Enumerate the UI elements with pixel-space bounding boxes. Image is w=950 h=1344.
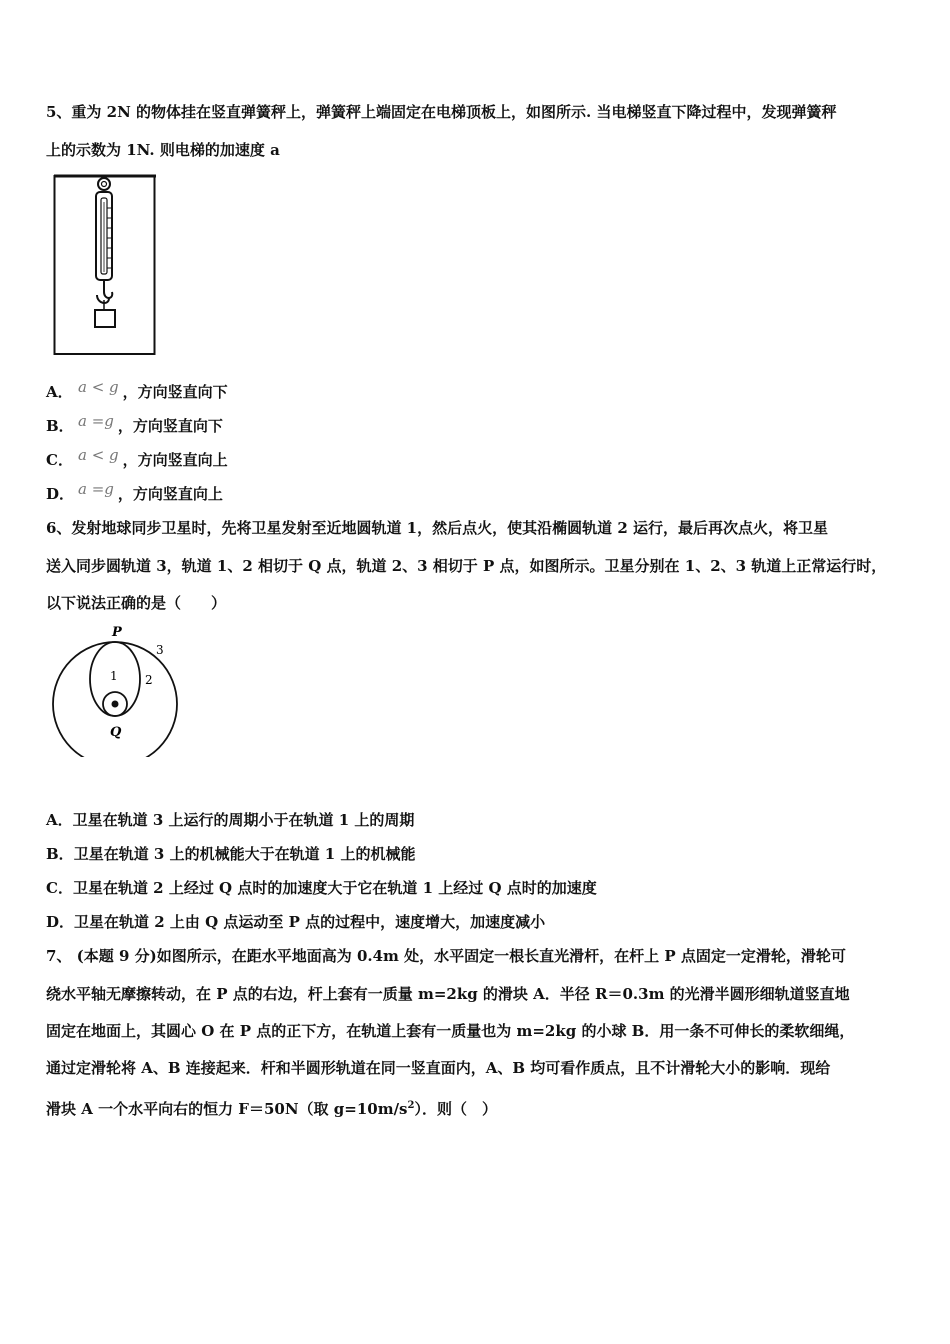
earth-dot — [112, 701, 119, 708]
option-text: ，方向竖直向上 — [122, 451, 228, 469]
q5-option-d[interactable] — [46, 480, 223, 504]
option-letter: B． — [46, 845, 74, 863]
label-q: Q — [110, 725, 122, 740]
option-letter: C． — [46, 451, 73, 469]
q7-text-line-5-main: 滑块 A 一个水平向右的恒力 F＝50N（取 g=10m/s — [46, 1100, 408, 1118]
q7-text-line-5-tail: ）．则（ ） — [414, 1100, 497, 1118]
q7-text-line-4: 通过定滑轮将 A、B 连接起来．杆和半圆形轨道在同一竖直面内，A、B 均可看作质点，且不计滑轮大小的影响．现给 — [46, 1059, 831, 1077]
option-letter: B． — [46, 417, 74, 435]
option-formula: a =g — [78, 412, 114, 430]
q5-option-b[interactable] — [46, 412, 223, 436]
option-formula: a < g — [78, 446, 119, 464]
option-text: ，方向竖直向下 — [122, 383, 228, 401]
q7-text-line-3: 固定在地面上，其圆心 O 在 P 点的正下方，在轨道上套有一质量也为 m=2kg 的小球 B．用一条不可伸长的柔软细绳， — [46, 1022, 855, 1040]
option-text: ，方向竖直向上 — [117, 485, 223, 503]
q5-text-line-1: 5、重为 2N 的物体挂在竖直弹簧秤上，弹簧秤上端固定在电梯顶板上，如图所示. 当电梯竖直下降过程中，发现弹簧秤 — [46, 103, 837, 121]
label-orbit-3: 3 — [156, 643, 164, 657]
option-text: 卫星在轨道 2 上由 Q 点运动至 P 点的过程中，速度增大，加速度减小 — [74, 913, 546, 931]
label-orbit-2: 2 — [145, 673, 153, 687]
q7-superscript: 2 — [407, 1100, 415, 1111]
option-letter: D． — [46, 485, 75, 503]
q6-option-d[interactable] — [46, 912, 545, 932]
q6-text-line-2: 送入同步圆轨道 3，轨道 1、2 相切于 Q 点，轨道 2、3 相切于 P 点，如图所示。卫星分别在 1、2、3 轨道上正常运行时， — [46, 557, 887, 575]
option-letter: D． — [46, 913, 75, 931]
option-formula: a =g — [78, 480, 114, 498]
q6-text-line-1: 6、发射地球同步卫星时，先将卫星发射至近地圆轨道 1，然后点火，使其沿椭圆轨道 2 运行，最后再次点火，将卫星 — [46, 519, 828, 537]
option-text: 卫星在轨道 2 上经过 Q 点时的加速度大于它在轨道 1 上经过 Q 点时的加速度 — [72, 879, 597, 897]
q7-text-line-5 — [46, 1096, 497, 1119]
q6-option-b[interactable] — [46, 844, 415, 864]
option-text: ，方向竖直向下 — [117, 417, 223, 435]
spring-scale-figure — [53, 174, 157, 358]
q5-option-a[interactable] — [46, 378, 228, 402]
option-letter: A． — [46, 811, 73, 829]
q5-text-line-2: 上的示数为 1N. 则电梯的加速度 a — [46, 141, 280, 159]
q5-option-c[interactable] — [46, 446, 228, 470]
q7-text-line-1: 7、 (本题 9 分)如图所示，在距水平地面高为 0.4m 处，水平固定一根长直光滑杆，在杆上 P 点固定一定滑轮，滑轮可 — [46, 947, 846, 965]
q6-option-c[interactable] — [46, 878, 597, 898]
option-formula: a < g — [78, 378, 119, 396]
orbit-figure — [46, 622, 186, 757]
hanging-weight — [95, 310, 115, 327]
label-orbit-1: 1 — [110, 669, 118, 683]
q6-option-a[interactable] — [46, 810, 414, 830]
q6-text-line-3: 以下说法正确的是（ ） — [46, 594, 227, 612]
spring-scale — [96, 178, 112, 310]
option-letter: C． — [46, 879, 73, 897]
option-text: 卫星在轨道 3 上运行的周期小于在轨道 1 上的周期 — [72, 811, 415, 829]
label-p: P — [112, 625, 122, 640]
option-text: 卫星在轨道 3 上的机械能大于在轨道 1 上的机械能 — [73, 845, 416, 863]
option-letter: A． — [46, 383, 73, 401]
q7-text-line-2: 绕水平轴无摩擦转动，在 P 点的右边，杆上套有一质量 m=2kg 的滑块 A．半径 R＝0.3m 的光滑半圆形细轨道竖直地 — [46, 985, 850, 1003]
